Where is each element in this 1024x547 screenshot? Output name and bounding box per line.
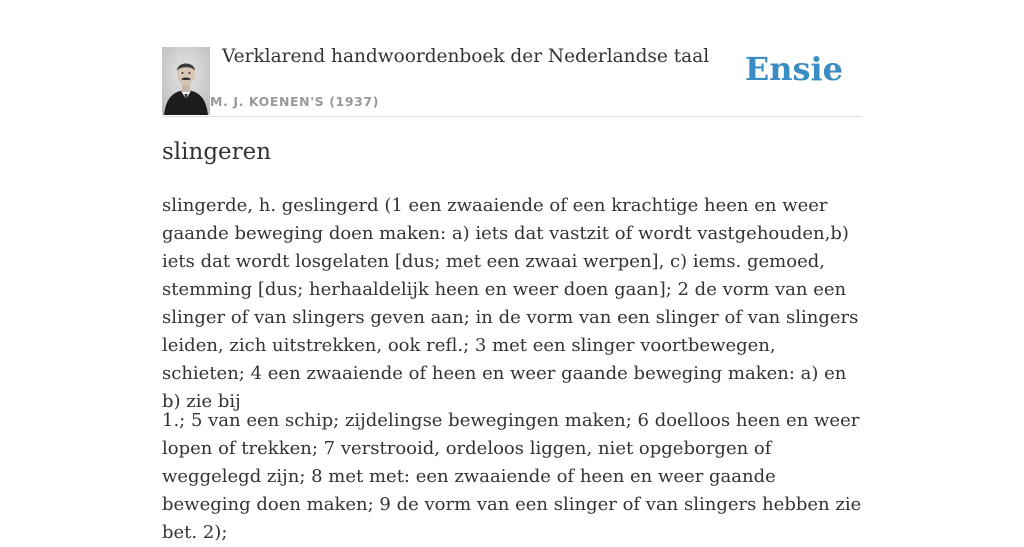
dictionary-header (162, 0, 862, 117)
entry-headword: slingeren (162, 139, 272, 165)
book-title: Verklarend handwoordenboek der Nederlandse taal (222, 46, 710, 67)
content-container (162, 0, 862, 543)
ensie-logo[interactable]: Ensie (744, 50, 843, 88)
definition-paragraph: 1.; 5 van een schip; zijdelingse bewegingen maken; 6 doelloos heen en weer lopen of trekken; 7 verstrooid, ordeloos liggen, niet opgeborgen of weggelegd zijn; 8 met met: een zwaaiende of heen en weer gaande beweging doen maken; 9 de vorm van een slinger of van slingers hebben zie bet. 2); (162, 410, 862, 543)
author-name: M. J. KOENEN'S (1937) (210, 94, 380, 109)
author-portrait-icon (162, 47, 210, 115)
definition-paragraph: slingerde, h. geslingerd (1 een zwaaiende of een krachtige heen en weer gaande beweging doen maken: a) iets dat vastzit of wordt vastgehouden,b) iets dat wordt losgelaten [dus; met een zwaai werpen], c) iems. gemoed, stemming [dus; herhaaldelijk heen en weer doen gaan]; 2 de vorm van een slinger of van slingers geven aan; in de vorm van een slinger of van slingers leiden, zich uitstrekken, ook refl.; 3 met een slinger voortbewegen, schieten; 4 een zwaaiende of heen en weer gaande beweging maken: a) en b) zie bij (162, 195, 859, 412)
